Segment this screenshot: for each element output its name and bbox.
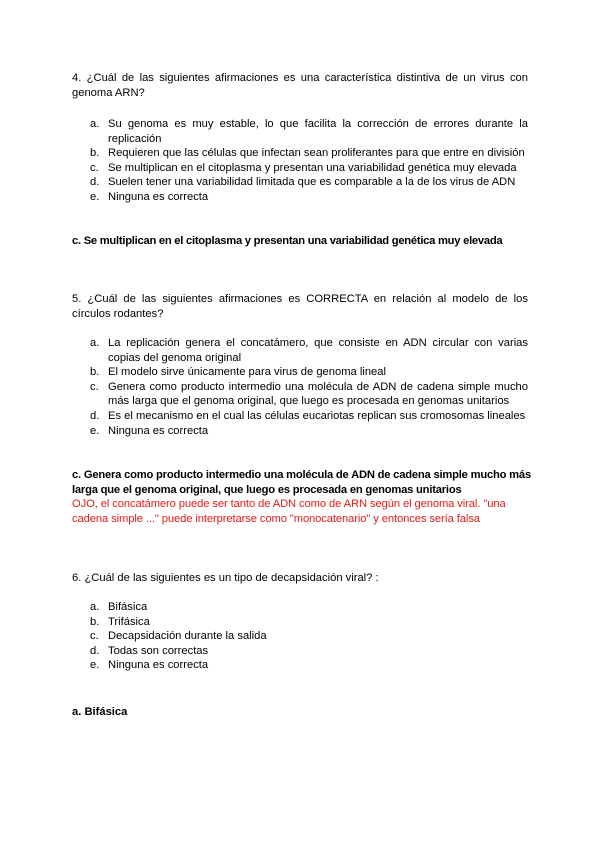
option-marker: b. xyxy=(90,615,100,628)
question-6-answer: a. Bifásica xyxy=(72,706,128,718)
option-marker: b. xyxy=(90,366,100,379)
question-5-prompt: 5. ¿Cuál de las siguientes afirmaciones es CORRECTA en relación al modelo de los círculos rodantes? xyxy=(72,293,528,320)
option-text: Todas son correctas xyxy=(108,644,209,657)
question-6-options xyxy=(72,600,528,673)
option-marker: a. xyxy=(90,118,100,130)
option-text: Trifásica xyxy=(108,615,150,628)
option-text: Genera como producto intermedio una molécula de ADN de cadena simple mucho más larga que el genoma original, que luego es procesada en genomas unitarios xyxy=(108,380,528,408)
question-4-option-c xyxy=(72,161,528,176)
option-text: Requieren que las células que infectan sean proliferantes para que entre en división xyxy=(108,147,525,160)
question-4-option-a xyxy=(72,117,528,146)
option-marker: c. xyxy=(90,161,99,174)
option-marker: b. xyxy=(90,147,100,160)
option-marker: a. xyxy=(90,337,100,349)
question-4-answer: c. Se multiplican en el citoplasma y presentan una variabilidad genética muy elevada xyxy=(72,235,503,247)
question-6-option-b xyxy=(72,615,528,630)
option-marker: e. xyxy=(90,190,100,203)
option-text: Suelen tener una variabilidad limitada que es comparable a la de los virus de ADN xyxy=(108,176,516,189)
option-marker: d. xyxy=(90,644,100,657)
option-text: Su genoma es muy estable, lo que facilita la corrección de errores durante la replicación xyxy=(108,118,528,145)
option-marker: c. xyxy=(90,380,99,393)
option-text: Ninguna es correcta xyxy=(108,424,209,437)
option-text: Ninguna es correcta xyxy=(108,190,209,203)
option-text: Ninguna es correcta xyxy=(108,659,209,672)
question-5-note: OJO, el concatámero puede ser tanto de ADN como de ARN según el genoma viral. "una cadena simple ..." puede interpretarse como "monocatenario" y entonces sería falsa xyxy=(72,498,506,525)
question-4-options xyxy=(72,117,528,205)
question-6-option-d xyxy=(72,644,528,659)
option-marker: d. xyxy=(90,176,100,189)
question-5-option-c xyxy=(72,380,528,409)
question-6-option-e xyxy=(72,658,528,673)
question-5-option-e xyxy=(72,424,528,439)
option-text: Es el mecanismo en el cual las células eucariotas replican sus cromosomas lineales xyxy=(108,409,526,422)
question-5-options xyxy=(72,336,528,438)
option-marker: e. xyxy=(90,424,100,437)
question-4-option-d xyxy=(72,175,528,190)
option-text: Bifásica xyxy=(108,601,148,613)
question-6-option-c xyxy=(72,629,528,644)
option-marker: d. xyxy=(90,409,100,422)
option-marker: c. xyxy=(90,630,99,643)
question-4-option-b xyxy=(72,146,528,161)
option-text: Se multiplican en el citoplasma y presentan una variabilidad genética muy elevada xyxy=(108,161,517,174)
question-6-option-a xyxy=(72,600,528,615)
question-4-prompt: 4. ¿Cuál de las siguientes afirmaciones es una característica distintiva de un virus con genoma ARN? xyxy=(72,72,528,99)
option-text: Decapsidación durante la salida xyxy=(108,630,267,643)
question-4-option-e xyxy=(72,190,528,205)
question-5-option-d xyxy=(72,409,528,424)
option-text: El modelo sirve únicamente para virus de genoma lineal xyxy=(108,366,386,379)
question-5-answer: c. Genera como producto intermedio una molécula de ADN de cadena simple mucho más larga que el genoma original, que luego es procesada en genomas unitarios xyxy=(72,469,531,496)
question-5-option-a xyxy=(72,336,528,365)
question-6-prompt: 6. ¿Cuál de las siguientes es un tipo de decapsidación viral? : xyxy=(72,572,379,584)
question-5-option-b xyxy=(72,365,528,380)
option-marker: e. xyxy=(90,659,100,672)
option-marker: a. xyxy=(90,601,100,613)
option-text: La replicación genera el concatámero, que consiste en ADN circular con varias copias del genoma original xyxy=(108,337,528,364)
